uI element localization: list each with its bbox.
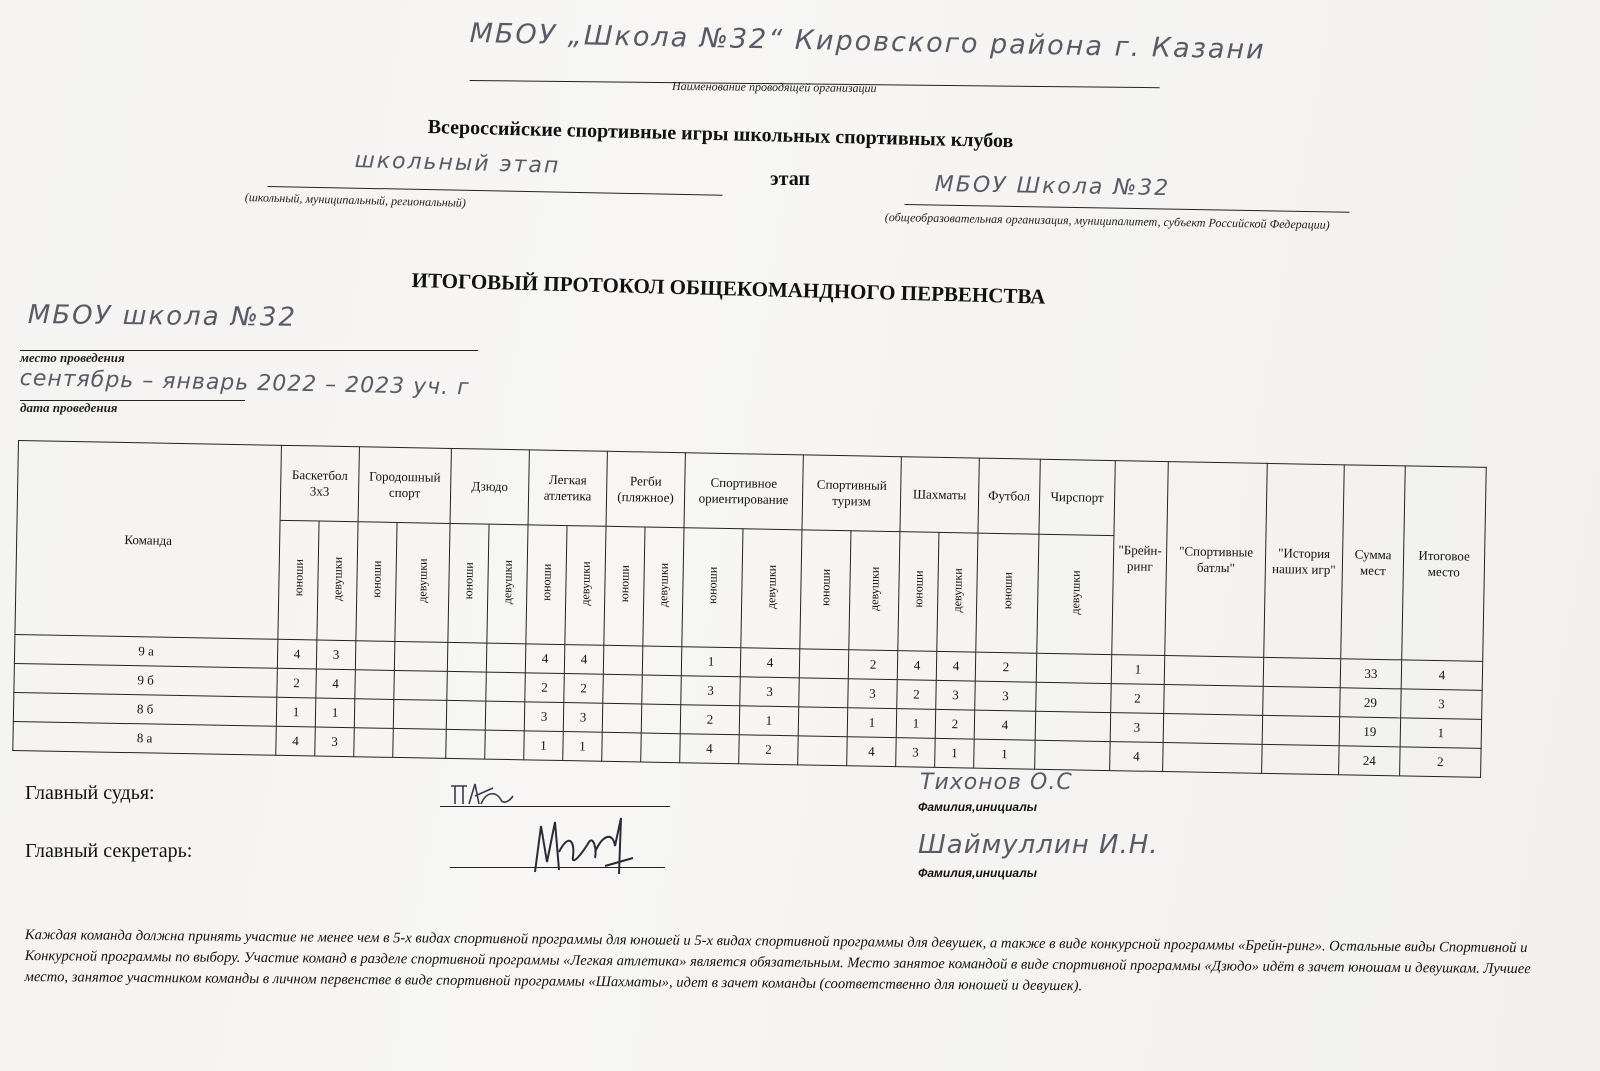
score-cell: 4	[740, 648, 800, 678]
score-cell	[393, 728, 447, 758]
score-cell	[798, 736, 848, 766]
date-handwritten: сентябрь – январь 2022 – 2023 уч. г	[19, 366, 470, 401]
extra-cell	[1163, 714, 1263, 745]
score-cell	[485, 730, 525, 760]
team-name-cell: 8 а	[13, 721, 276, 755]
score-cell: 3	[848, 679, 898, 709]
score-cell: 4	[974, 710, 1036, 740]
extra-cell: 3	[1401, 689, 1483, 719]
sport-header: Спортивное ориентирование	[684, 453, 803, 530]
score-cell: 1	[681, 647, 741, 677]
score-cell: 1	[315, 698, 355, 728]
score-cell: 4	[525, 644, 565, 674]
venue-caption: место проведения	[20, 350, 125, 365]
sport-header: Городошный спорт	[358, 447, 451, 524]
score-cell	[486, 643, 526, 673]
score-cell	[602, 732, 642, 762]
score-cell	[394, 670, 448, 700]
score-cell	[354, 699, 394, 729]
chief-judge-label: Главный судья:	[25, 782, 155, 804]
score-cell	[641, 733, 681, 763]
team-name-cell: 8 б	[13, 692, 276, 726]
sub-header: юноши	[976, 533, 1039, 653]
score-cell: 4	[276, 726, 316, 756]
extra-header: Итоговое место	[1402, 466, 1487, 661]
score-cell: 3	[681, 676, 741, 706]
extra-cell	[1164, 656, 1264, 687]
sub-header: юноши	[448, 523, 489, 643]
extra-cell: 2	[1111, 684, 1165, 714]
sub-header: юноши	[526, 525, 567, 645]
score-cell: 2	[975, 652, 1037, 682]
date-caption: дата проведения	[20, 400, 118, 415]
score-cell: 1	[563, 732, 603, 762]
score-cell: 3	[740, 677, 800, 707]
score-cell	[1035, 740, 1111, 770]
extra-cell: 2	[1400, 747, 1482, 777]
stage-caption: (школьный, муниципальный, региональный)	[244, 190, 467, 210]
extra-cell: 1	[1111, 655, 1165, 685]
sport-header: Легкая атлетика	[528, 450, 607, 526]
chief-judge-name-handwritten: Тихонов О.С	[920, 770, 1073, 795]
score-cell: 2	[935, 709, 975, 739]
score-cell: 1	[935, 738, 975, 768]
score-cell	[642, 675, 682, 705]
sub-header: девушки	[741, 529, 802, 649]
edu-org-handwritten: МБОУ Школа №32	[934, 172, 1171, 202]
score-cell	[603, 674, 643, 704]
sub-header: юноши	[898, 532, 939, 652]
chief-judge-signature	[447, 778, 517, 813]
extra-cell: 4	[1401, 660, 1483, 690]
score-cell	[485, 701, 525, 731]
score-cell: 4	[936, 651, 976, 681]
extra-cell: 1	[1400, 718, 1482, 748]
sub-header: девушки	[395, 522, 450, 642]
sub-header: девушки	[937, 532, 978, 652]
score-cell	[1036, 653, 1112, 683]
sport-header: Баскетбол 3х3	[280, 445, 359, 521]
score-cell: 4	[847, 737, 897, 767]
team-header: Команда	[15, 441, 282, 640]
score-cell	[446, 729, 486, 759]
score-cell: 2	[564, 674, 604, 704]
score-cell: 2	[897, 680, 937, 710]
score-cell: 1	[847, 708, 897, 738]
score-cell	[602, 703, 642, 733]
sport-header: Футбол	[978, 458, 1040, 534]
extra-cell	[1163, 743, 1263, 774]
extra-cell: 19	[1339, 717, 1401, 747]
score-cell: 2	[739, 735, 799, 765]
organization-caption: Наименование проводящей организации	[671, 78, 877, 96]
sub-header: девушки	[487, 524, 528, 644]
sub-header: юноши	[278, 520, 319, 640]
score-cell	[447, 671, 487, 701]
sport-header: Регби (пляжное)	[606, 451, 685, 527]
score-cell: 2	[848, 650, 898, 680]
sub-header: девушки	[643, 527, 684, 647]
score-cell	[447, 642, 487, 672]
team-name-cell: 9 б	[14, 663, 277, 697]
extra-cell: 33	[1340, 659, 1402, 689]
score-cell: 3	[896, 738, 936, 768]
score-cell	[355, 641, 395, 671]
sub-header: девушки	[317, 521, 358, 641]
score-cell: 1	[739, 706, 799, 736]
edu-org-caption: (общеобразовательная организация, муниципалитет, субъект Российской Федерации)	[884, 210, 1330, 232]
score-cell: 1	[974, 739, 1036, 769]
score-cell	[446, 700, 486, 730]
score-cell	[354, 728, 394, 758]
score-cell: 3	[563, 703, 603, 733]
score-cell	[603, 645, 643, 675]
organization-handwritten: МБОУ „Школа №32“ Кировского района г. Казани	[469, 18, 1266, 66]
chief-judge-name-caption: Фамилия,инициалы	[918, 800, 1037, 814]
chief-secretary-signature	[525, 812, 635, 887]
sub-header: юноши	[604, 526, 645, 646]
score-cell: 3	[975, 681, 1037, 711]
extra-header: "Спортивные батлы"	[1165, 462, 1268, 658]
score-cell: 4	[897, 651, 937, 681]
score-cell: 2	[680, 705, 740, 735]
results-table-wrapper	[12, 440, 1486, 778]
chief-secretary-name-handwritten: Шаймуллин И.Н.	[918, 830, 1159, 860]
score-cell: 2	[277, 668, 317, 698]
score-cell: 4	[680, 734, 740, 764]
score-cell: 1	[524, 731, 564, 761]
score-cell: 3	[936, 680, 976, 710]
games-title: Всероссийские спортивные игры школьных спортивных клубов	[427, 116, 1014, 153]
venue-handwritten: МБОУ школа №32	[27, 300, 298, 333]
score-cell	[393, 699, 447, 729]
score-cell	[394, 641, 448, 671]
score-cell	[799, 649, 849, 679]
results-table	[12, 440, 1486, 778]
extra-header: Сумма мест	[1341, 465, 1406, 660]
score-cell: 2	[525, 673, 565, 703]
stage-handwritten: школьный этап	[354, 148, 561, 179]
extra-cell	[1262, 715, 1340, 745]
extra-header: "Брейн-ринг	[1112, 461, 1169, 656]
score-cell	[1036, 682, 1112, 712]
sport-header: Чирспорт	[1039, 459, 1115, 535]
score-cell	[799, 678, 849, 708]
score-cell	[486, 672, 526, 702]
footnote: Каждая команда должна принять участие не менее чем в 5-х видах спортивной программы для юношей и 5-х видах спортивной программы для девушек, а также в виде конкурсной программы «Брейн-ринг». Остальные виды Спортивной и Конкурсной программы по выбору. Участие команд в разделе спортивной программы «Легкая атлетика» является обязательным. Место занятое командой в виде спортивной программы «Дзюдо» идёт в зачет юношам и девушкам. Лучшее место, занятое участником команды в личном первенстве в виде спортивной программы «Шахматы», идет в зачет команды (соответственно для юношей и девушек).	[24, 926, 1531, 995]
protocol-title: ИТОГОВЫЙ ПРОТОКОЛ ОБЩЕКОМАНДНОГО ПЕРВЕНСТВА	[411, 268, 1046, 309]
team-name-cell: 9 а	[14, 634, 277, 668]
chief-secretary-label: Главный секретарь:	[25, 840, 193, 862]
score-cell: 3	[315, 727, 355, 757]
sub-header: девушки	[849, 531, 900, 651]
score-cell: 1	[276, 697, 316, 727]
score-cell	[641, 704, 681, 734]
sub-header: девушки	[1037, 534, 1114, 654]
score-cell: 1	[896, 709, 936, 739]
score-cell: 3	[316, 640, 356, 670]
score-cell	[355, 670, 395, 700]
chief-secretary-name-caption: Фамилия,инициалы	[918, 866, 1037, 880]
sub-header: девушки	[565, 526, 606, 646]
score-cell: 4	[316, 669, 356, 699]
score-cell: 4	[564, 645, 604, 675]
extra-cell	[1263, 686, 1341, 716]
sub-header: юноши	[356, 522, 397, 642]
extra-cell	[1263, 657, 1341, 687]
extra-cell: 4	[1110, 742, 1164, 772]
extra-cell: 29	[1340, 688, 1402, 718]
extra-cell: 24	[1339, 746, 1401, 776]
sport-header: Дзюдо	[450, 448, 529, 524]
sport-header: Спортивный туризм	[802, 455, 901, 532]
extra-cell	[1164, 685, 1264, 716]
extra-header: "История наших игр"	[1264, 463, 1345, 658]
sub-header: юноши	[800, 530, 851, 650]
sub-header: юноши	[682, 528, 743, 648]
score-cell	[798, 707, 848, 737]
score-cell: 3	[524, 702, 564, 732]
score-cell: 4	[277, 639, 317, 669]
extra-cell	[1262, 744, 1340, 774]
sport-header: Шахматы	[900, 457, 979, 533]
stage-word: этап	[770, 168, 810, 190]
score-cell	[1035, 711, 1111, 741]
score-cell	[642, 646, 682, 676]
extra-cell: 3	[1110, 713, 1164, 743]
